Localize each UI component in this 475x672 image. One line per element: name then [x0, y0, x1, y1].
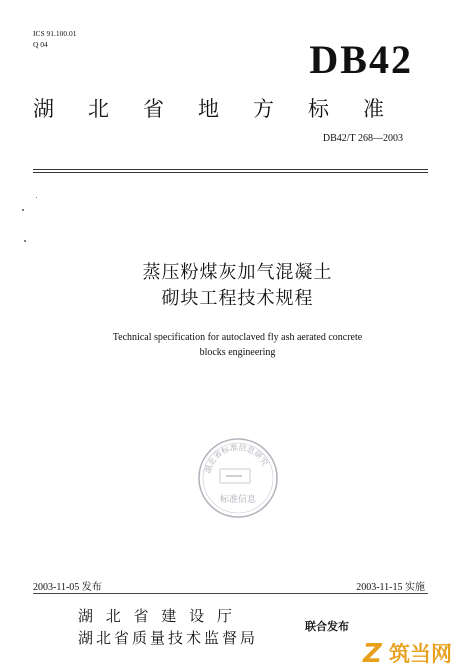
standard-number: DB42/T 268—2003: [322, 133, 403, 144]
watermark-logo-letter: Z: [363, 639, 382, 666]
top-divider-secondary: [33, 172, 428, 173]
classification-code: Q 04: [33, 40, 48, 49]
title-chinese-line1: 蒸压粉煤灰加气混凝土: [142, 262, 333, 283]
top-divider: [33, 169, 428, 170]
ics-number: ICS 91.100.01: [33, 29, 77, 38]
joint-release-label: 联合发布: [305, 620, 349, 633]
issuer-quality-bureau: 湖北省质量技术监督局: [78, 629, 259, 647]
title-chinese-line2: 砌块工程技术规程: [161, 288, 314, 309]
stamp-center-text: 标准信息: [219, 495, 257, 505]
site-watermark: [357, 638, 467, 666]
bottom-divider: [33, 593, 428, 594]
db-code: DB42: [309, 37, 413, 82]
ics-code: [33, 28, 77, 50]
official-stamp: [196, 436, 280, 520]
title-english-line2: blocks engineering: [199, 347, 276, 358]
standard-type: 湖北省地方标准: [33, 97, 418, 121]
title-english-line1: Technical specification for autoclaved fly ash aerated concrete: [112, 332, 363, 343]
implementation-date: 2003-11-15 实施: [356, 582, 425, 593]
stamp-ring-text: 湖北省标准信息研究: [203, 442, 270, 475]
scan-speck: [22, 209, 24, 211]
watermark-text: 筑当网: [389, 642, 452, 666]
issuer-construction-dept: 湖 北 省 建 设 厅: [78, 607, 236, 625]
issue-date: 2003-11-05 发布: [33, 582, 102, 593]
scan-speck: [36, 197, 37, 198]
scan-speck: [24, 240, 26, 242]
